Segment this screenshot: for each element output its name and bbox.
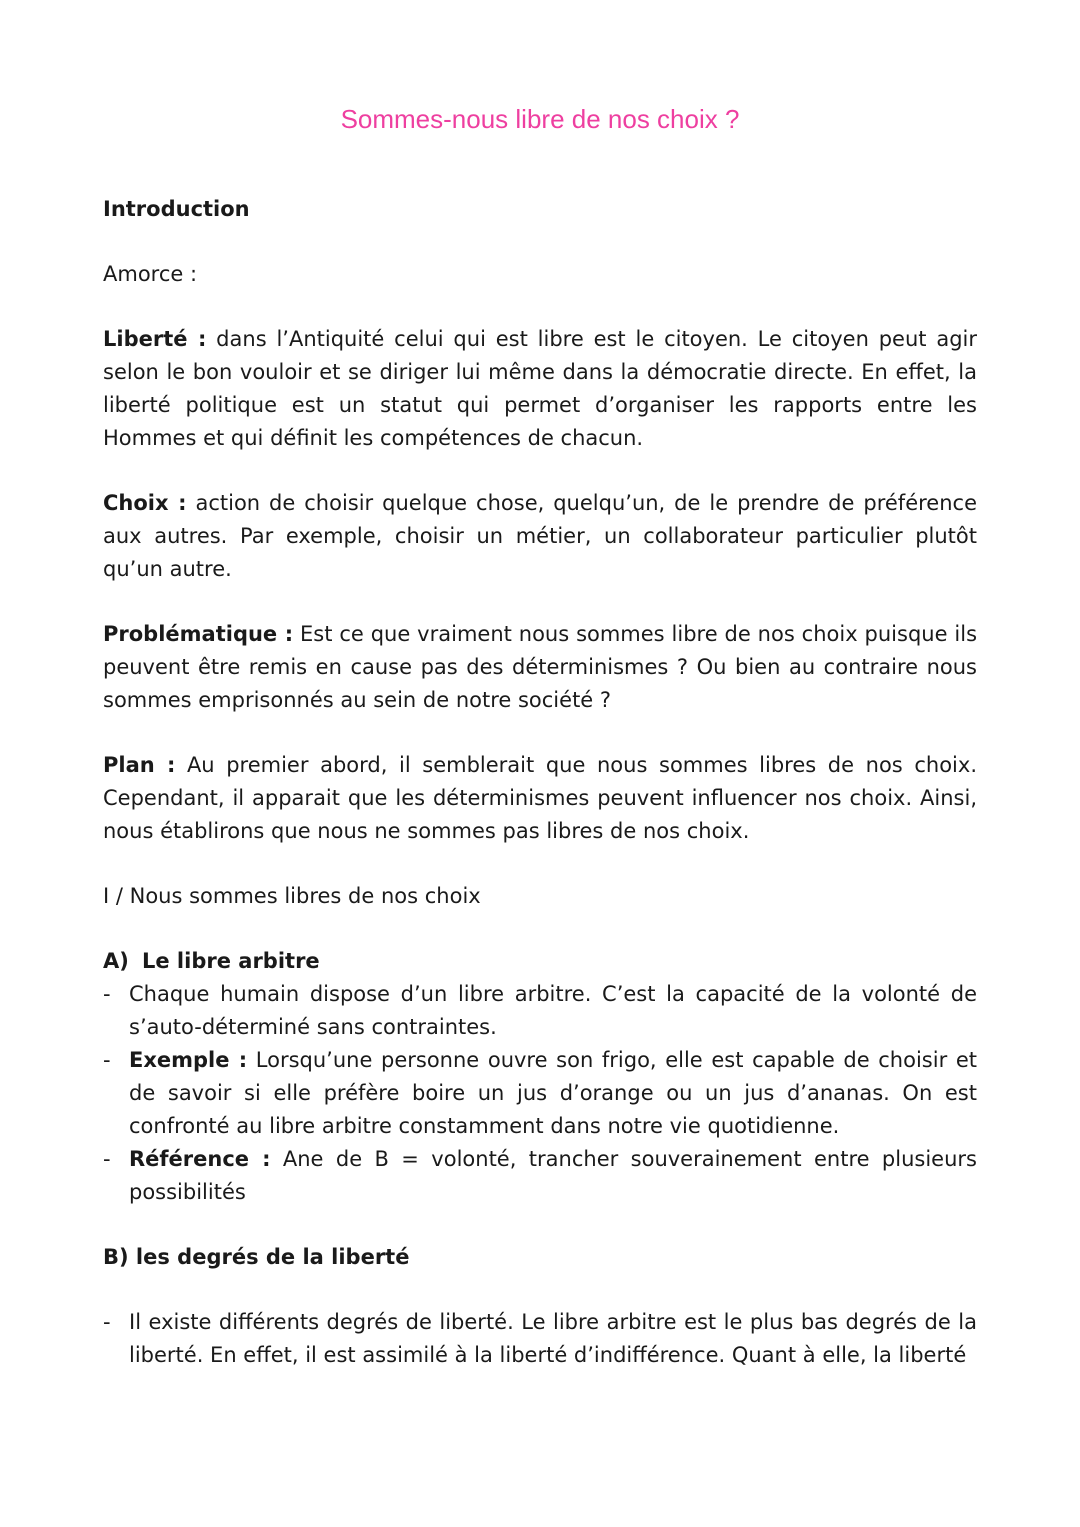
bullet-text: Lorsqu’une personne ouvre son frigo, elle est capable de choisir et de savoir si elle préfère boire un jus d’orange ou un jus d’ananas. On est confronté au libre arbitre constamment dans notre vie quotidienne. [129, 1048, 977, 1138]
introduction-heading: Introduction [103, 197, 250, 221]
section-a-letter: A) [103, 949, 129, 973]
liberte-text: dans l’Antiquité celui qui est libre est le citoyen. Le citoyen peut agir selon le bon vouloir et se diriger lui même dans la démocratie directe. En effet, la liberté politique est un statut qui permet d’organiser les rapports entre les Hommes et qui définit les compétences de chacun. [103, 327, 977, 450]
list-item [103, 1306, 977, 1372]
section-b-heading: B) les degrés de la liberté [103, 1245, 410, 1269]
problematique-text: Est ce que vraiment nous sommes libre de nos choix puisque ils peuvent être remis en cause pas des déterminismes ? Ou bien au contraire nous sommes emprisonnés au sein de notre société ? [103, 622, 978, 712]
liberte-label: Liberté : [103, 327, 207, 351]
choix-definition [103, 487, 977, 586]
bullet-label: Référence : [129, 1147, 271, 1171]
bullet-label: Exemple : [129, 1048, 248, 1072]
liberte-definition [103, 323, 977, 455]
dash-bullet: - [103, 982, 111, 1006]
amorce-label: Amorce : [103, 262, 198, 286]
dash-bullet: - [103, 1310, 111, 1334]
document-title: Sommes-nous libre de nos choix ? [340, 104, 740, 134]
problematique-paragraph [103, 618, 977, 717]
section-a-heading [103, 945, 977, 978]
list-item [103, 978, 977, 1044]
list-item [103, 1044, 977, 1143]
problematique-label: Problématique : [103, 622, 294, 646]
bullet-text: Il existe différents degrés de liberté. Le libre arbitre est le plus bas degrés de la liberté. En effet, il est assimilé à la liberté d’indifférence. Quant à elle, la liberté [129, 1310, 977, 1367]
choix-text: action de choisir quelque chose, quelqu’un, de le prendre de préférence aux autres. Par exemple, choisir un métier, un collaborateur particulier plutôt qu’un autre. [103, 491, 977, 581]
dash-bullet: - [103, 1147, 111, 1171]
plan-label: Plan : [103, 753, 176, 777]
section-b-list [103, 1306, 977, 1372]
section-a-title: Le libre arbitre [142, 949, 320, 973]
part1-title: I / Nous sommes libres de nos choix [103, 884, 481, 908]
list-item [103, 1143, 977, 1209]
plan-paragraph [103, 749, 977, 848]
document-body [103, 193, 977, 1372]
plan-text: Au premier abord, il semblerait que nous sommes libres de nos choix. Cependant, il apparait que les déterminismes peuvent influencer nos choix. Ainsi, nous établirons que nous ne sommes pas libres de nos choix. [103, 753, 977, 843]
section-a-list [103, 978, 977, 1209]
bullet-text: Chaque humain dispose d’un libre arbitre. C’est la capacité de la volonté de s’auto-déterminé sans contraintes. [129, 982, 977, 1039]
choix-label: Choix : [103, 491, 187, 515]
dash-bullet: - [103, 1048, 111, 1072]
bullet-text: Ane de B = volonté, trancher souverainement entre plusieurs possibilités [129, 1147, 977, 1204]
